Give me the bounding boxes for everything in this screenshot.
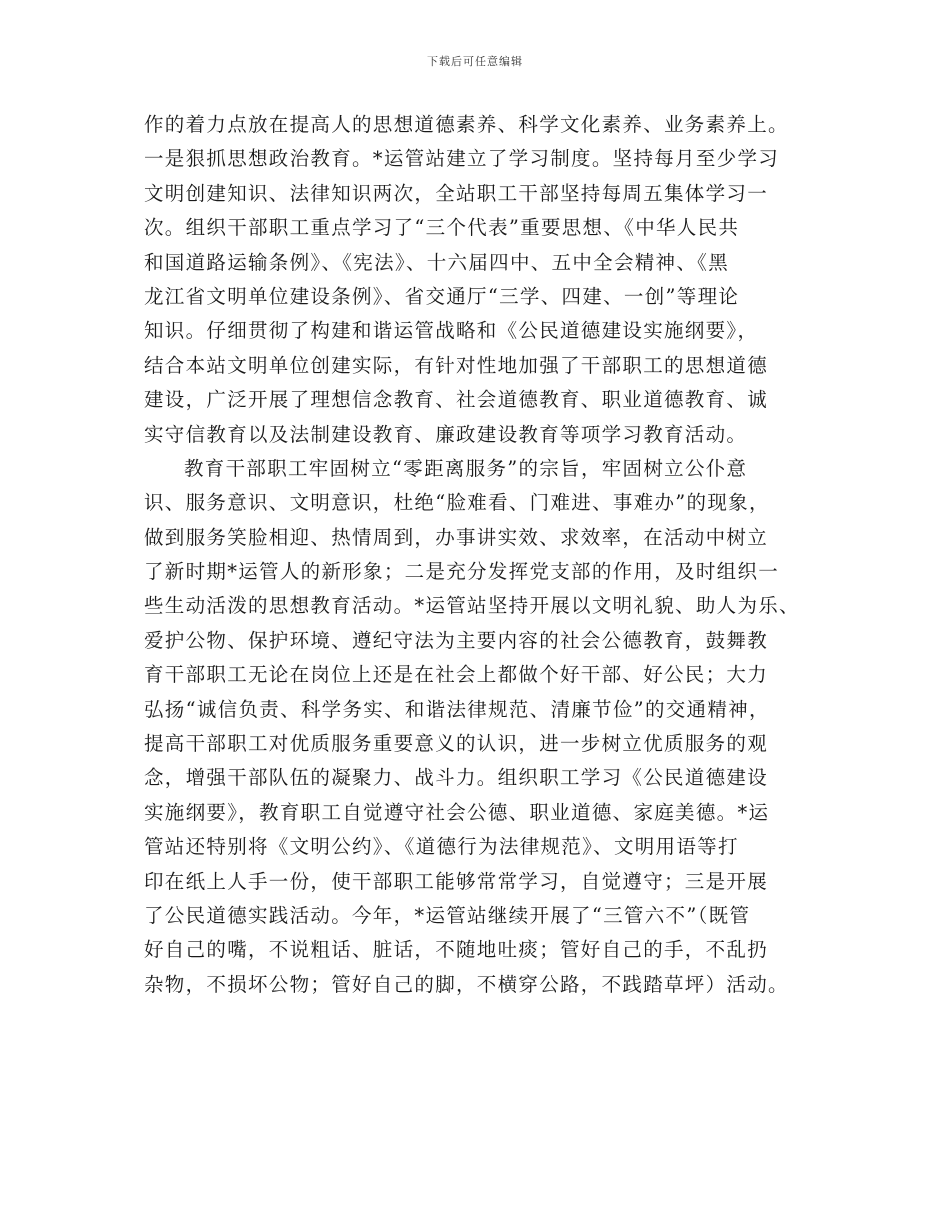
text-line: 文明创建知识、法律知识两次，全站职工干部坚持每周五集体学习一 bbox=[144, 181, 769, 205]
text-line: 建设，广泛开展了理想信念教育、社会道德教育、职业道德教育、诚 bbox=[144, 388, 769, 412]
text-line: 些生动活泼的思想教育活动。*运管站坚持开展以文明礼貌、助人为乐、 bbox=[144, 594, 800, 618]
text-line: 龙江省文明单位建设条例》、省交通厅“三学、四建、一创”等理论 bbox=[144, 284, 740, 308]
text-line: 识、服务意识、文明意识，杜绝“脸难看、门难进、事难办”的现象， bbox=[144, 491, 770, 515]
document-body bbox=[144, 108, 824, 1002]
page-header: 下载后可任意编辑 bbox=[427, 55, 523, 68]
text-line: 提高干部职工对优质服务重要意义的认识，进一步树立优质服务的观 bbox=[144, 732, 769, 756]
text-line: 做到服务笑脸相迎、热情周到，办事讲实效、求效率，在活动中树立 bbox=[144, 525, 769, 549]
text-line: 了公民道德实践活动。今年，*运管站继续开展了“三管六不”（既管 bbox=[144, 903, 751, 927]
text-line: 管站还特别将《文明公约》、《道德行为法律规范》、文明用语等打 bbox=[144, 835, 739, 859]
paragraph-first-line: 教育干部职工牢固树立“零距离服务”的宗旨，牢固树立公仆意 bbox=[184, 456, 748, 480]
text-line: 爱护公物、保护环境、遵纪守法为主要内容的社会公德教育，鼓舞教 bbox=[144, 628, 769, 652]
text-line: 实守信教育以及法制建设教育、廉政建设教育等项学习教育活动。 bbox=[144, 422, 748, 446]
text-line: 育干部职工无论在岗位上还是在社会上都做个好干部、好公民；大力 bbox=[144, 663, 769, 687]
text-line: 印在纸上人手一份，使干部职工能够常常学习，自觉遵守；三是开展 bbox=[144, 869, 769, 893]
text-line: 结合本站文明单位创建实际，有针对性地加强了干部职工的思想道德 bbox=[144, 353, 769, 377]
text-line: 一是狠抓思想政治教育。*运管站建立了学习制度。坚持每月至少学习 bbox=[144, 147, 780, 171]
text-line: 实施纲要》，教育职工自觉遵守社会公德、职业道德、家庭美德。*运 bbox=[144, 800, 770, 824]
text-line: 好自己的嘴，不说粗话、脏话，不随地吐痰；管好自己的手，不乱扔 bbox=[144, 938, 769, 962]
text-line: 了新时期*运管人的新形象；二是充分发挥党支部的作用，及时组织一 bbox=[144, 560, 780, 584]
text-line: 和国道路运输条例》、《宪法》、十六届四中、五中全会精神、《黑 bbox=[144, 250, 730, 274]
text-line: 念，增强干部队伍的凝聚力、战斗力。组织职工学习《公民道德建设 bbox=[144, 766, 769, 790]
text-line: 弘扬“诚信负责、科学务实、和谐法律规范、清廉节俭”的交通精神， bbox=[144, 697, 770, 721]
text-line: 作的着力点放在提高人的思想道德素养、科学文化素养、业务素养上。 bbox=[144, 113, 789, 136]
text-line: 次。组织干部职工重点学习了“三个代表”重要思想、《中华人民共 bbox=[144, 216, 740, 240]
text-line: 知识。仔细贯彻了构建和谐运管战略和《公民道德建设实施纲要》， bbox=[144, 319, 759, 343]
text-line: 杂物，不损坏公物；管好自己的脚，不横穿公路，不践踏草坪）活动。 bbox=[144, 972, 789, 996]
